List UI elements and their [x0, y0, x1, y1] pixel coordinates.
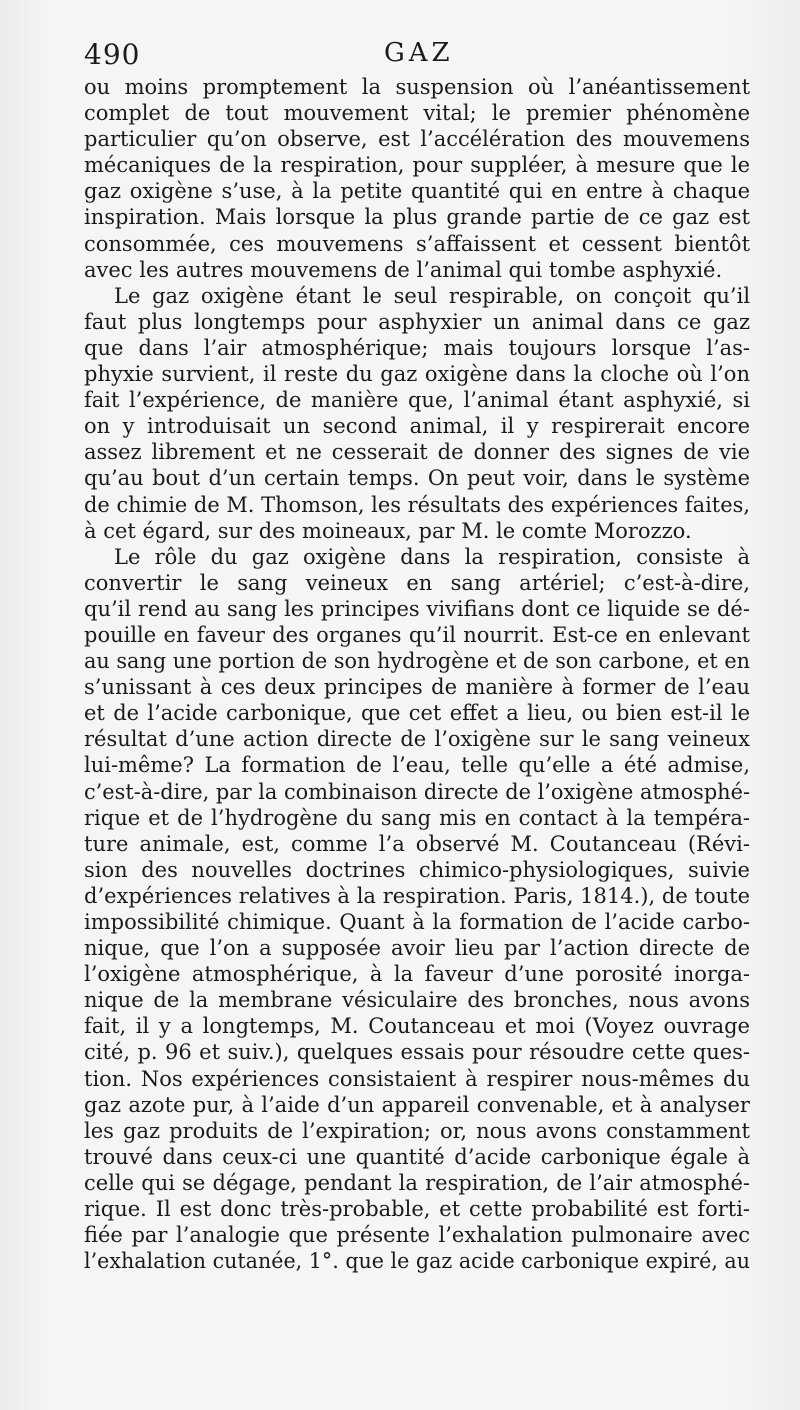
text-line: consommée, ces mouvemens s’affaissent et cessent bientôt — [84, 231, 751, 256]
text-line: l’oxigène atmosphérique, à la faveur d’une porosité inorga- — [84, 962, 751, 987]
text-line: résultat d’une action directe de l’oxigène sur le sang veineux — [84, 727, 750, 752]
text-line: au sang une portion de son hydrogène et de son carbone, et en — [84, 649, 751, 674]
text-line: fait l’expérience, de manière que, l’animal étant asphyxié, si — [84, 388, 750, 413]
text-line: nique de la membrane vésiculaire des bronches, nous avons — [84, 988, 750, 1013]
text-line: et de l’acide carbonique, que cet effet a lieu, ou bien est-il le — [84, 701, 751, 726]
page-header — [84, 38, 750, 74]
text-line: d’expériences relatives à la respiration. Paris, 1814.), de toute — [84, 883, 751, 908]
text-line: on y introduisait un second animal, il y respirerait encore — [84, 414, 750, 439]
text-line: faut plus longtemps pour asphyxier un animal dans ce gaz — [84, 309, 751, 334]
text-line: s’unissant à ces deux principes de manière à former de l’eau — [84, 675, 751, 700]
text-line: Le rôle du gaz oxigène dans la respiration, consiste à — [114, 544, 751, 569]
text-line: lui-même? La formation de l’eau, telle qu’elle a été admise, — [84, 753, 751, 778]
text-line: gaz oxigène s’use, à la petite quantité qui en entre à chaque — [84, 179, 751, 204]
text-line: inspiration. Mais lorsque la plus grande partie de ce gaz est — [84, 205, 750, 230]
text-line: mécaniques de la respiration, pour suppléer, à mesure que le — [84, 153, 751, 178]
text-line: impossibilité chimique. Quant à la formation de l’acide carbo- — [84, 910, 750, 934]
body-text — [84, 74, 750, 1274]
text-line: qu’au bout d’un certain temps. On peut voir, dans le système — [84, 466, 751, 491]
text-line: fait, il y a longtemps, M. Coutanceau et moi (Voyez ouvrage — [84, 1014, 750, 1039]
text-line: sion des nouvelles doctrines chimico-physiologiques, suivie — [84, 857, 750, 882]
text-line: trouvé dans ceux-ci une quantité d’acide carbonique égale à — [84, 1144, 751, 1169]
text-line: qu’il rend au sang les principes vivifians dont ce liquide se dé- — [84, 596, 750, 621]
text-line: gaz azote pur, à l’aide d’un appareil convenable, et à analyser — [84, 1092, 750, 1117]
text-line: cité, p. 96 et suiv.), quelques essais pour résoudre cette ques- — [84, 1040, 751, 1065]
text-line: phyxie survient, il reste du gaz oxigène dans la cloche où l’on — [84, 362, 750, 387]
text-line: particulier qu’on observe, est l’accélération des mouvemens — [84, 127, 750, 152]
text-line: nique, que l’on a supposée avoir lieu par l’action directe de — [84, 936, 750, 961]
text-line: l’exhalation cutanée, 1°. que le gaz acide carbonique expiré, au — [84, 1249, 751, 1274]
text-line: Le gaz oxigène étant le seul respirable, on conçoit qu’il — [114, 283, 751, 308]
text-line: tion. Nos expériences consistaient à respirer nous-mêmes du — [84, 1066, 751, 1091]
text-line: les gaz produits de l’expiration; or, nous avons constamment — [84, 1118, 750, 1143]
text-line: de chimie de M. Thomson, les résultats des expériences faites, — [84, 492, 751, 517]
text-line: à cet égard, sur des moineaux, par M. le comte Morozzo. — [84, 518, 692, 543]
text-line: assez librement et ne cesserait de donner des signes de vie — [84, 440, 751, 465]
text-line: que dans l’air atmosphérique; mais toujours lorsque l’as- — [84, 335, 751, 360]
text-line: c’est-à-dire, par la combinaison directe de l’oxigène atmosphé- — [84, 779, 751, 804]
running-head: GAZ — [384, 38, 454, 68]
text-line: ture animale, est, comme l’a observé M. Coutanceau (Révi- — [84, 831, 750, 856]
text-line: fiée par l’analogie que présente l’exhalation pulmonaire avec — [84, 1223, 751, 1248]
text-line: pouille en faveur des organes qu’il nourrit. Est-ce en enlevant — [84, 622, 750, 647]
text-line: ou moins promptement la suspension où l’anéantissement — [84, 75, 751, 99]
text-line: avec les autres mouvemens de l’animal qui tombe asphyxié. — [84, 257, 723, 282]
page-number: 490 — [84, 38, 141, 71]
text-line: complet de tout mouvement vital; le premier phénomène — [84, 101, 751, 126]
text-line: rique et de l’hydrogène du sang mis en contact à la tempéra- — [84, 805, 750, 830]
text-line: rique. Il est donc très-probable, et cette probabilité est forti- — [84, 1197, 751, 1222]
text-line: convertir le sang veineux en sang artériel; c’est-à-dire, — [84, 570, 750, 595]
text-line: celle qui se dégage, pendant la respiration, de l’air atmosphé- — [84, 1170, 751, 1195]
